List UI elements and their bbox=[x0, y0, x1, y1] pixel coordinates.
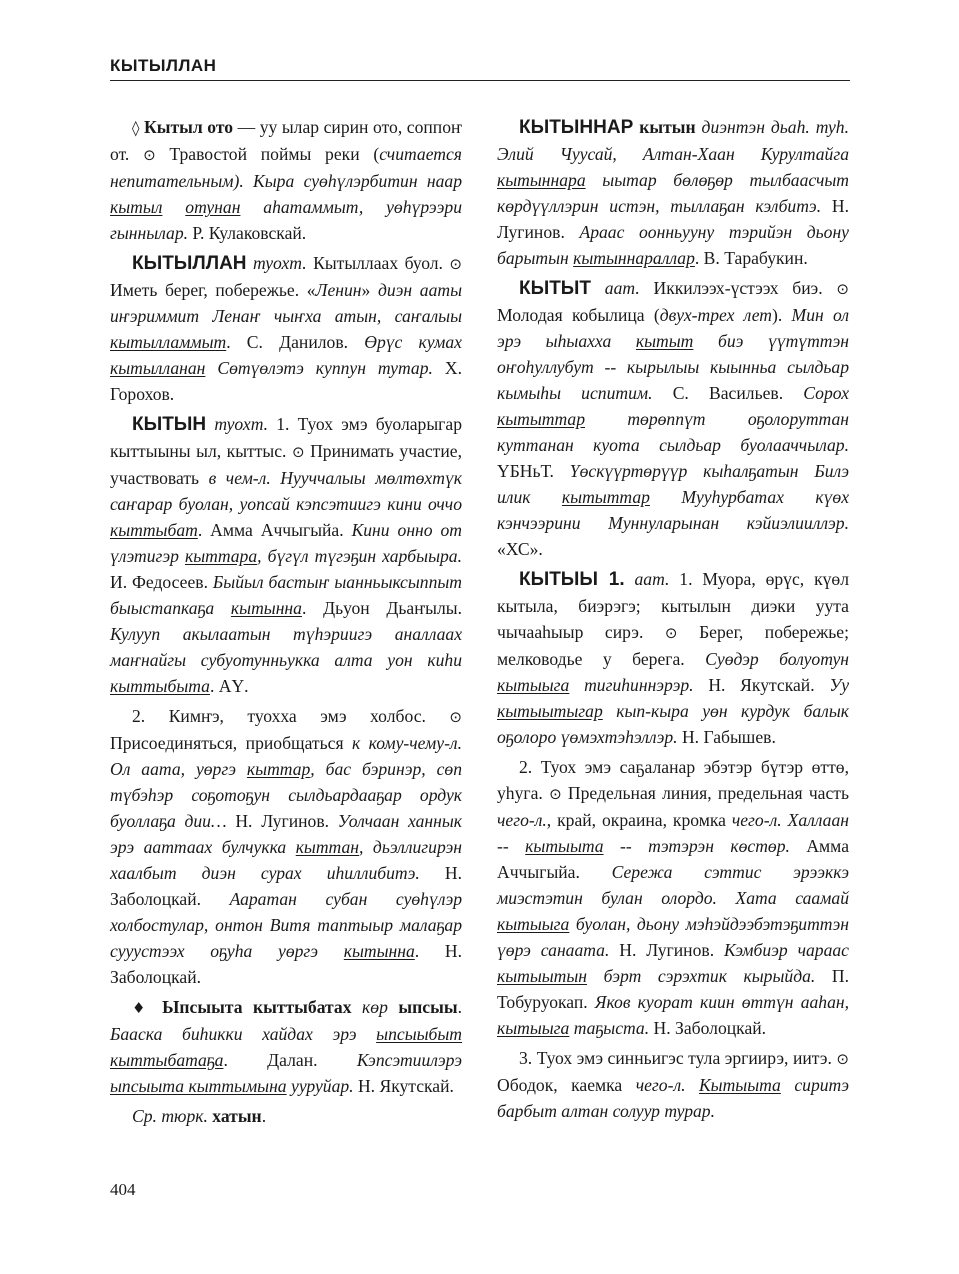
entry-kytyl-oto bbox=[110, 114, 462, 246]
circle-dot-icon: ⊙ bbox=[836, 280, 849, 298]
text: 1. Туох эмэ буоларыгар кыттыыны ыл, кыттыс. bbox=[110, 414, 462, 461]
example: , дьэллигирэн хаалбыт диэн сурах иһиллибитэ. bbox=[110, 837, 463, 883]
source: Н. Заболоцкай. bbox=[649, 1018, 767, 1038]
running-header bbox=[110, 52, 850, 81]
etymology-note bbox=[110, 1103, 462, 1129]
source: Н. Габышев. bbox=[677, 727, 776, 747]
example: Үөскүүртөрүүр кыһалҕатын Билэ илик bbox=[497, 461, 849, 507]
circle-dot-icon: ⊙ bbox=[291, 443, 305, 461]
example: Уу bbox=[829, 675, 850, 695]
example: бэрт сэрэхтик кырыйда. bbox=[587, 966, 816, 986]
circle-dot-icon: ⊙ bbox=[449, 708, 462, 726]
text: Ободок, каемка bbox=[497, 1075, 636, 1095]
example-keyword: кытыыта bbox=[525, 836, 604, 856]
example: Кэмбиэр чараас bbox=[723, 940, 849, 960]
example: Сорох bbox=[803, 383, 849, 403]
lozenge-icon: ◊ bbox=[132, 119, 140, 137]
source: . Н. Заболоцкай. bbox=[110, 941, 463, 987]
example: -- тэтэрэн көстөр. bbox=[603, 836, 790, 856]
example: Мин ол эрэ ыһыахха bbox=[497, 305, 850, 351]
text: Присоединяться, приобщаться bbox=[110, 733, 352, 753]
source: Н. Заболоцкай. bbox=[110, 863, 462, 909]
example: Ол аата, уөргэ bbox=[110, 759, 247, 779]
subentry-head: Ыпсыыта кыттыбатах bbox=[162, 997, 352, 1017]
headword: КЫТЫЛЛАН bbox=[132, 253, 247, 274]
circle-dot-icon: ⊙ bbox=[449, 255, 462, 273]
entry-kytyn-sense-2 bbox=[110, 703, 462, 990]
example: ыытар бөлөҕөр тылбаасчыт көрдүүллэрин истэн, тыллаҕан кэлбитэ. bbox=[497, 170, 849, 216]
usage-note: двух-трех лет bbox=[659, 305, 773, 325]
example: Сөтүөлэтэ куппун тутар. bbox=[205, 358, 433, 378]
example: Быйыл бастыҥ ыанньыксыппыт быыстапкаҕа bbox=[110, 572, 462, 618]
example: биэ үүтүттэн оҥоһуллубут -- кырылыы кыынньа сылдьар кымыһы испитим. bbox=[497, 331, 849, 403]
cross-ref-label: көр bbox=[351, 997, 388, 1017]
example-keyword: кытыттар bbox=[497, 409, 585, 429]
example: буолан, дьону мэһэйдээбэтэҕиттэн үөрэ санаата. bbox=[497, 914, 849, 960]
example-keyword: кытыыга bbox=[497, 675, 570, 695]
text: . bbox=[261, 1106, 267, 1126]
example-keyword: кытыт bbox=[635, 331, 694, 351]
example-keyword: кыттар bbox=[246, 759, 311, 779]
entry-kytyy-1 bbox=[497, 566, 849, 750]
cross-ref-word: ыпсыы bbox=[387, 997, 458, 1017]
source: . С. Данилов. bbox=[226, 332, 365, 352]
example-keyword: отунан bbox=[185, 197, 241, 217]
source: Н. Якутскай. bbox=[353, 1076, 454, 1096]
text: Иккилээх-үстээх биэ. bbox=[639, 278, 837, 298]
example-keyword: кыттыбат bbox=[110, 520, 198, 540]
source: . В. Тарабукин. bbox=[694, 248, 808, 268]
example: Уолчаан ханнык эрэ ааттаах булчукка bbox=[110, 811, 462, 857]
entry-kytyy-sense-3 bbox=[497, 1045, 849, 1124]
text: — уу ылар сирин ото, соппоҥ от. bbox=[110, 117, 462, 164]
base-word: кытын bbox=[633, 117, 696, 137]
example-keyword: кытыл bbox=[110, 197, 163, 217]
source: Н. Лугинов. bbox=[226, 811, 338, 831]
source: . АҮ. bbox=[209, 676, 249, 696]
example: ууруйар. bbox=[286, 1076, 354, 1096]
example: Бааска биһикки хайдах эрэ bbox=[110, 1024, 377, 1044]
usage-note: чего-л. bbox=[635, 1075, 686, 1095]
example: төрөппүт оҕолоруттан куттанан куота сылдьар буолааччылар. bbox=[497, 409, 849, 455]
source: ҮБНьТ. bbox=[497, 461, 570, 481]
entry-kytyn bbox=[110, 411, 462, 699]
text: » bbox=[361, 280, 378, 300]
diamond-icon: ♦ bbox=[132, 999, 152, 1017]
entry-kytynnar bbox=[497, 114, 849, 271]
circle-dot-icon: ⊙ bbox=[143, 146, 156, 164]
example-keyword: кытыыга bbox=[497, 1018, 570, 1038]
example: кып-кыра уөн курдук балык оҕолоро үөмэхтэһэллэр. bbox=[497, 701, 849, 747]
left-column bbox=[110, 114, 462, 1133]
usage-note: чего-л. bbox=[497, 810, 547, 830]
circle-dot-icon: ⊙ bbox=[549, 785, 562, 803]
right-column bbox=[497, 114, 849, 1128]
grammar-label: аат. bbox=[624, 569, 670, 589]
usage-note: в чем-л. bbox=[208, 468, 271, 488]
example-keyword: кытылламмыт bbox=[110, 332, 227, 352]
example: Суөдэр болуотун bbox=[705, 649, 849, 669]
example: Өрүс кумах bbox=[364, 332, 462, 352]
etymology-word: хатын bbox=[207, 1106, 262, 1126]
circle-dot-icon: ⊙ bbox=[664, 624, 678, 642]
text: Молодая кобылица ( bbox=[497, 305, 660, 325]
example: Нууччалыы мөлтөхтүк саҥарар буолан, уопсай кэпсэтиигэ кини оччо bbox=[110, 468, 462, 514]
example: считается непитательным). Кыра суөһүлэрбитин наар bbox=[110, 144, 462, 191]
example-keyword: Кытыыта bbox=[699, 1075, 781, 1095]
text: Берег, побережье; мелководье у берега. bbox=[497, 622, 850, 669]
example: Халлаан -- bbox=[497, 810, 849, 856]
example-keyword: кытыннара bbox=[497, 170, 586, 190]
source: . Амма Аччыгыйа. bbox=[197, 520, 352, 540]
example: таҕыста. bbox=[569, 1018, 650, 1038]
example-keyword: кыттан bbox=[295, 837, 359, 857]
example-keyword: кытыытыгар bbox=[497, 701, 603, 721]
entry-kytyt bbox=[497, 275, 849, 562]
grammar-label: туохт. bbox=[246, 253, 307, 273]
grammar-label: туохт. bbox=[206, 414, 269, 434]
source: С. Васильев. bbox=[652, 383, 804, 403]
example: Кини онно от үлэтигэр bbox=[110, 520, 463, 566]
text: 2. Кимҥэ, туохха эмэ холбос. bbox=[132, 706, 450, 726]
header-title: КЫТЫЛЛАН bbox=[110, 56, 217, 75]
example: Яков куорат киин өттүн ааһан, bbox=[594, 992, 850, 1012]
text: 1. Муора, өрүс, күөл кытыла, биэрэгэ; кытылын диэки уута чычааһыыр сирэ. bbox=[497, 569, 849, 642]
text: Кытыллаах буол. bbox=[306, 253, 450, 273]
etymology-label: Ср. тюрк. bbox=[132, 1106, 208, 1126]
example: Араас оонньууну тэрийэн дьону барытын bbox=[497, 222, 849, 268]
text: . bbox=[457, 997, 462, 1017]
text: Предельная линия, предельная часть bbox=[561, 783, 850, 803]
example: , бас бэринэр, сөп түбэһэр соҕотоҕун сылдьардааҕар ордук буоллаҕа дии… bbox=[110, 759, 462, 831]
text bbox=[686, 1075, 699, 1095]
entry-ypsyyta-kyttybatakh bbox=[110, 994, 462, 1099]
text: 3. Туох эмэ синньигэс тула эргиирэ, иитэ. bbox=[519, 1048, 837, 1068]
source: «ХС». bbox=[497, 539, 543, 559]
example: Мууһурбатах күөх кэнчээрини Муннуларынан кэйиэлииллэр. bbox=[497, 487, 849, 533]
source: . Далан. bbox=[223, 1050, 357, 1070]
example: тигиһиннэрэр. bbox=[569, 675, 694, 695]
example: , бүгүл түгэҕин харбыыра. bbox=[257, 546, 462, 566]
page-number: 404 bbox=[110, 1180, 136, 1199]
example-keyword: кыттара bbox=[184, 546, 258, 566]
example-keyword: ыпсыыта кыттымына bbox=[110, 1076, 287, 1096]
headword: КЫТЫТ bbox=[519, 278, 592, 299]
example-keyword: кытыытын bbox=[497, 966, 588, 986]
entry-kytyllan bbox=[110, 250, 462, 407]
source: Н. Лугинов. bbox=[609, 940, 724, 960]
source: Н. Якутскай. bbox=[693, 675, 830, 695]
example: сиритэ барбыт алтан солуур турар. bbox=[497, 1075, 849, 1121]
subentry-head: Кытыл ото bbox=[143, 117, 234, 137]
example bbox=[162, 197, 185, 217]
example-keyword: кыттыбыта bbox=[110, 676, 210, 696]
text: Травостой поймы реки ( bbox=[155, 144, 380, 164]
example-keyword: кытыыга bbox=[497, 914, 570, 934]
grammar-label: аат. bbox=[591, 278, 640, 298]
example-keyword: кытылланан bbox=[110, 358, 206, 378]
example: Кэпсэтиилэрэ bbox=[356, 1050, 462, 1070]
text: 2. Туох эмэ саҕаланар эбэтэр бүтэр өттө, уһуга. bbox=[497, 757, 849, 803]
text: Иметь берег, побережье. « bbox=[110, 280, 316, 300]
example-keyword: кытыттар bbox=[561, 487, 650, 507]
example: аһатаммыт, уөһүрээри гыннылар. bbox=[110, 197, 462, 243]
example: диэнтэн дьаһ. туһ. Элий Чуусай, Алтан-Хаан Курултайга bbox=[497, 117, 849, 164]
example-keyword: кытынна bbox=[343, 941, 415, 961]
headword: КЫТЫННАР bbox=[519, 117, 634, 138]
example: Ааратан субан суөһүлэр холбостулар, онтон Витя таптыыр малаҕар сууустээх оҕуһа уөргэ bbox=[110, 889, 462, 961]
headword: КЫТЫН bbox=[132, 414, 207, 435]
source: И. Федосеев. bbox=[110, 572, 213, 592]
example-keyword: кытынна bbox=[230, 598, 302, 618]
source: П. Тобуруокап. bbox=[497, 966, 849, 1012]
example: диэн ааты иҥэриммит Ленаҥ чыҥха атын, саҥалыы bbox=[110, 280, 462, 326]
usage-note: к кому-чему-л. bbox=[352, 733, 462, 753]
source: Р. Кулаковскай. bbox=[188, 223, 307, 243]
entry-kytyy-sense-2 bbox=[497, 754, 849, 1041]
headword: КЫТЫЫ 1. bbox=[519, 569, 625, 590]
source: Н. Лугинов. bbox=[497, 196, 849, 242]
example: Ленин bbox=[315, 280, 362, 300]
text: Принимать участие, участвовать bbox=[110, 441, 462, 488]
source: . Дьуон Дьаҥылы. bbox=[301, 598, 462, 618]
text: , край, окраина, кромка bbox=[546, 810, 732, 830]
usage-note: чего-л. bbox=[731, 810, 782, 830]
example: Сережа сэттис эрээккэ миэстэтин булан олордо. Хата саамай bbox=[497, 862, 849, 908]
source: Х. Горохов. bbox=[110, 358, 462, 404]
example-keyword: ыпсыыбыт кыттыбатаҕа bbox=[110, 1024, 462, 1070]
source: Амма Аччыгыйа. bbox=[497, 836, 850, 882]
circle-dot-icon: ⊙ bbox=[836, 1050, 849, 1068]
text: ). bbox=[772, 305, 792, 325]
example: Кулууп акылаатын түһэриигэ аналлаах маҥнайгы субуотунньукка алта уон киһи bbox=[110, 624, 462, 670]
example-keyword: кытыннараллар bbox=[573, 248, 695, 268]
